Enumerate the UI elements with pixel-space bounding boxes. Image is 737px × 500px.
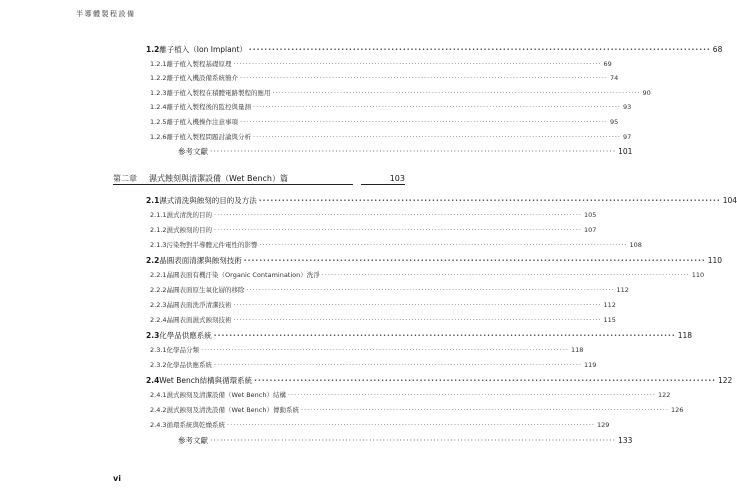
entry-page: 112	[616, 286, 629, 294]
entry-page: 119	[584, 361, 597, 369]
entry-number: 2.1.1	[150, 211, 167, 219]
entry-number: 2.2.3	[150, 301, 167, 309]
page-number: vi	[113, 474, 121, 483]
entry-title: 化學品供應系統	[159, 331, 212, 340]
leader-dots: ························································································································	[214, 211, 582, 219]
entry-number: 2.2	[146, 256, 160, 265]
leader-dots: ························································································································	[210, 147, 617, 157]
entry-page: 107	[584, 226, 597, 234]
leader-dots: ························································································································	[243, 256, 706, 265]
entry-number: 1.2	[146, 45, 160, 54]
entry-number: 2.3.2	[150, 361, 167, 369]
entry-number: 2.4.2	[150, 406, 167, 414]
entry-page: 122	[718, 376, 733, 385]
entry-title: 晶圓表面有機汙染（Organic Contamination）洗淨	[166, 271, 320, 279]
entry-page: 104	[722, 196, 737, 205]
entry-title: 濕式蝕刻及清潔設備（Wet Bench）結構	[166, 391, 286, 399]
entry-page: 118	[677, 331, 693, 340]
entry-page: 115	[603, 316, 616, 324]
entry-title: 離子植入機操作注意事項	[166, 118, 239, 126]
leader-dots: ························································································································	[321, 271, 690, 279]
entry-title: 濕式清洗與蝕刻的目的及方法	[159, 196, 257, 205]
toc-subsection-entry[interactable]	[150, 285, 629, 294]
leader-dots: ························································································································	[248, 45, 711, 54]
entry-page: 126	[670, 406, 684, 414]
running-header: 半導體製程設備	[76, 10, 136, 18]
entry-title: 離子植入製程在積體電路製程的應用	[166, 88, 271, 97]
toc-subsection-entry[interactable]	[150, 360, 597, 369]
toc-subsection-entry[interactable]	[150, 405, 684, 414]
entry-title: 離子植入製程問題討論與分析	[166, 132, 252, 141]
leader-dots: ························································································································	[227, 421, 595, 429]
entry-page: 90	[642, 88, 651, 97]
toc-section-entry[interactable]	[142, 195, 737, 206]
entry-page: 129	[597, 421, 610, 429]
entry-title: 晶圓表面清潔與蝕刻技術	[159, 256, 242, 265]
toc-section-entry[interactable]	[142, 375, 733, 386]
entry-title: 濕式清洗的目的	[166, 211, 213, 219]
entry-page: 69	[603, 59, 612, 68]
toc-subsection-entry[interactable]	[150, 345, 584, 354]
entry-title: 離子植入製程基礎原理	[166, 59, 232, 68]
entry-page: 97	[623, 132, 632, 141]
entry-number: 1.2.1	[150, 59, 167, 68]
entry-number: 2.3.1	[150, 346, 167, 354]
entry-title: 濕式蝕刻及清洗設備（Wet Bench）傳動系統	[166, 406, 299, 414]
leader-dots: ························································································································	[253, 132, 621, 141]
entry-page: 68	[712, 45, 723, 54]
entry-number: 2.1.3	[150, 241, 167, 249]
entry-title: 循環系統與乾燥系統	[166, 421, 226, 429]
entry-number: 1.2.3	[150, 88, 167, 97]
entry-number: 1.2.5	[150, 118, 167, 126]
entry-page: 110	[707, 256, 723, 265]
entry-title: 參考文獻	[178, 147, 208, 157]
entry-page: 101	[618, 147, 633, 157]
entry-number: 2.3	[146, 331, 160, 340]
references-entry[interactable]	[178, 435, 633, 446]
toc-section-entry[interactable]	[142, 330, 693, 341]
entry-page: 93	[623, 103, 632, 112]
leader-dots: ························································································································	[214, 361, 582, 369]
toc-subsection-entry[interactable]	[150, 240, 642, 249]
entry-title: 晶圓表面濕式蝕刻技術	[166, 316, 232, 324]
leader-dots: ························································································································	[253, 103, 621, 112]
entry-title: 參考文獻	[178, 436, 208, 445]
entry-title: 化學品供應系統	[166, 361, 213, 369]
entry-title: 化學品分類	[166, 346, 200, 354]
entry-title: 晶圓表面原生氧化層的移除	[166, 286, 245, 294]
toc-subsection-entry[interactable]	[150, 225, 597, 234]
entry-page: 118	[571, 346, 584, 354]
leader-dots: ························································································································	[246, 286, 615, 294]
toc-subsection-entry[interactable]	[150, 117, 619, 126]
leader-dots: ························································································································	[259, 241, 628, 249]
chapter-underline	[113, 184, 353, 185]
leader-dots: ························································································································	[287, 391, 656, 399]
entry-page: 108	[629, 241, 642, 249]
entry-number: 2.4.3	[150, 421, 167, 429]
entry-number: 2.2.2	[150, 286, 167, 294]
leader-dots: ························································································································	[233, 316, 602, 324]
toc-subsection-entry[interactable]	[150, 390, 671, 399]
entry-title: 離子植入機設備系統簡介	[166, 74, 239, 83]
entry-title: 污染物對半導體元件電性的影響	[166, 241, 258, 249]
leader-dots: ························································································································	[213, 331, 676, 340]
entry-title: Wet Bench結構與循環系統	[159, 376, 253, 385]
entry-number: 2.4	[146, 376, 160, 385]
toc-subsection-entry[interactable]	[150, 132, 632, 141]
entry-number: 2.1	[146, 196, 160, 205]
entry-title: 離子植入製程後的監控與量測	[166, 103, 252, 112]
entry-number: 1.2.4	[150, 103, 167, 112]
toc-subsection-entry[interactable]	[150, 88, 651, 97]
entry-page: 105	[584, 211, 597, 219]
entry-number: 2.2.4	[150, 316, 167, 324]
entry-page: 133	[618, 436, 633, 445]
toc-subsection-entry[interactable]	[150, 315, 616, 324]
leader-dots: ························································································································	[201, 346, 569, 354]
leader-dots: ························································································································	[240, 74, 608, 83]
toc-subsection-entry[interactable]	[150, 59, 612, 68]
toc-subsection-entry[interactable]	[150, 420, 610, 429]
entry-title: 濕式蝕刻的目的	[166, 226, 213, 234]
entry-number: 2.1.2	[150, 226, 167, 234]
toc-section-entry[interactable]	[142, 255, 723, 266]
toc-subsection-entry[interactable]	[150, 270, 705, 279]
chapter-label: 第二章	[113, 174, 137, 183]
leader-dots: ························································································································	[214, 226, 582, 234]
entry-title: 離子植入（Ion Implant）	[159, 45, 247, 54]
leader-dots: ························································································································	[272, 88, 641, 97]
leader-dots: ························································································································	[300, 406, 669, 414]
entry-page: 112	[603, 301, 616, 309]
entry-page: 122	[657, 391, 671, 399]
entry-page: 110	[691, 271, 705, 279]
leader-dots: ························································································································	[240, 118, 608, 126]
leader-dots: ························································································································	[258, 196, 721, 205]
toc-section-entry[interactable]	[142, 44, 723, 55]
entry-number: 2.4.1	[150, 391, 167, 399]
entry-number: 1.2.6	[150, 132, 167, 141]
entry-number: 2.2.1	[150, 271, 167, 279]
toc-subsection-entry[interactable]	[150, 102, 632, 112]
chapter-page: 103	[361, 174, 405, 185]
toc-subsection-entry[interactable]	[150, 300, 616, 309]
chapter-title: 濕式蝕刻與清潔設備（Wet Bench）篇	[149, 174, 288, 183]
leader-dots: ························································································································	[254, 376, 717, 385]
entry-number: 1.2.2	[150, 74, 167, 83]
entry-page: 95	[610, 118, 619, 126]
entry-title: 晶圓表面洗淨清潔技術	[166, 301, 232, 309]
toc-subsection-entry[interactable]	[150, 210, 597, 219]
leader-dots: ························································································································	[210, 436, 617, 445]
toc-subsection-entry[interactable]	[150, 73, 619, 83]
references-entry[interactable]	[178, 146, 633, 157]
leader-dots: ························································································································	[233, 59, 602, 68]
leader-dots: ························································································································	[233, 301, 602, 309]
entry-page: 74	[610, 74, 619, 83]
